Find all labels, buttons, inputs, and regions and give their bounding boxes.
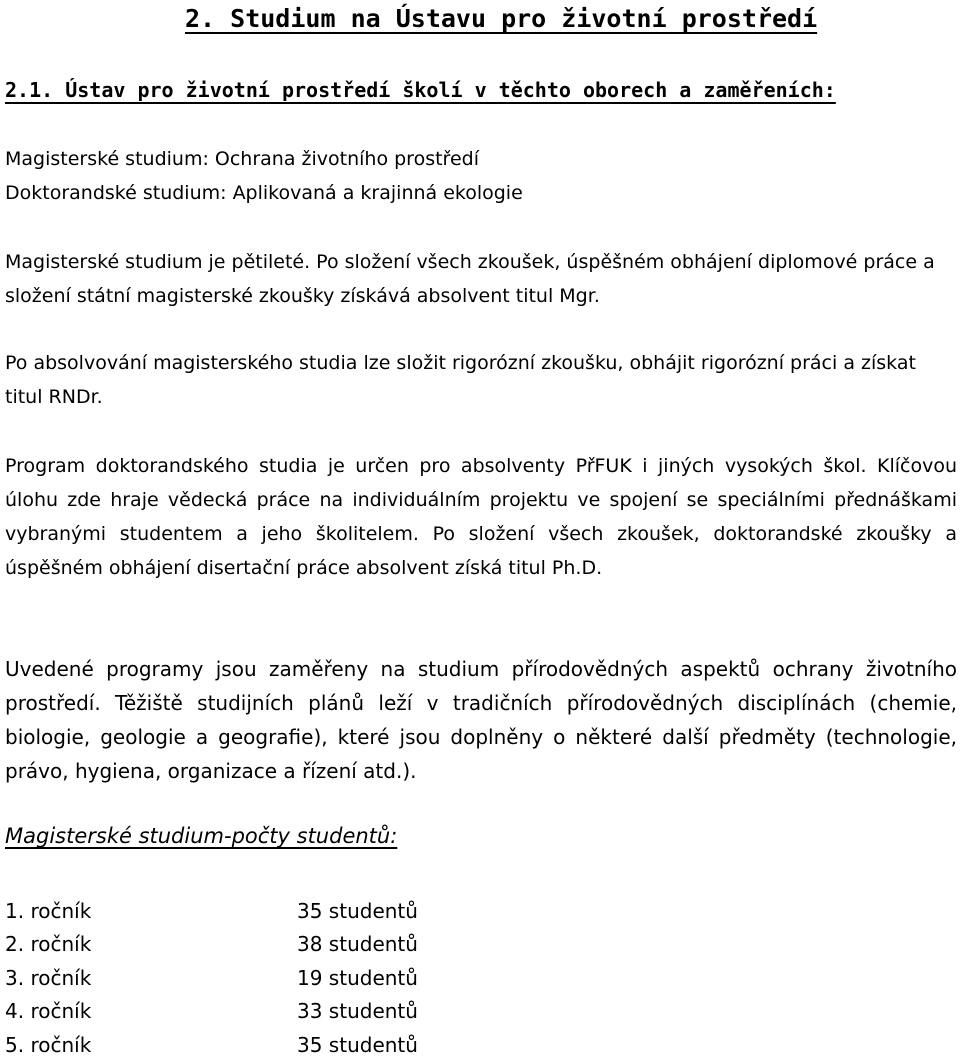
page-title: 2. Studium na Ústavu pro životní prostředí	[185, 4, 818, 33]
students-per-year-list	[5, 894, 505, 1062]
list-item	[5, 894, 505, 928]
section-subtitle: 2.1. Ústav pro životní prostředí školí v těchto oborech a zaměřeních:	[5, 78, 836, 102]
student-count: 19 studentů	[297, 965, 418, 990]
program-master: Magisterské studium: Ochrana životního prostředí	[5, 148, 479, 170]
list-item	[5, 995, 505, 1029]
paragraph-doctoral-study: Program doktorandského studia je určen pro absolventy PřFUK i jiných vysokých škol. Klíčovou úlohu zde hraje vědecká práce na individuálním projektu ve spojení se speciálními přednáškami vybranými studentem a jeho školitelem. Po složení všech zkoušek, doktorandské zkoušky a úspěšném obhájení disertační práce absolvent získá titul Ph.D.	[5, 455, 957, 579]
students-count-heading: Magisterské studium-počty studentů:	[5, 824, 398, 848]
year-label: 4. ročník	[5, 999, 92, 1024]
program-list	[5, 142, 957, 210]
student-count: 35 studentů	[297, 898, 418, 923]
year-label: 2. ročník	[5, 932, 92, 957]
paragraph-rigorous-exam: Po absolvování magisterského studia lze složit rigorózní zkoušku, obhájit rigorózní práci a získat titul RNDr.	[5, 352, 916, 408]
paragraph-program-focus: Uvedené programy jsou zaměřeny na studium přírodovědných aspektů ochrany životního prostředí. Těžiště studijních plánů leží v tradičních přírodovědných disciplínách (chemie, biologie, geologie a geografie), které jsou doplněny o některé další předměty (technologie, právo, hygiena, organizace a řízení atd.).	[5, 657, 957, 783]
year-label: 3. ročník	[5, 965, 92, 990]
year-label: 5. ročník	[5, 1032, 92, 1057]
list-item	[5, 961, 505, 995]
student-count: 35 studentů	[297, 1032, 418, 1057]
list-item	[5, 928, 505, 962]
list-item	[5, 1028, 505, 1062]
student-count: 38 studentů	[297, 932, 418, 957]
program-doctoral: Doktorandské studium: Aplikovaná a krajinná ekologie	[5, 182, 523, 204]
paragraph-master-study: Magisterské studium je pětileté. Po složení všech zkoušek, úspěšném obhájení diplomové práce a složení státní magisterské zkoušky získává absolvent titul Mgr.	[5, 251, 935, 307]
student-count: 33 studentů	[297, 999, 418, 1024]
year-label: 1. ročník	[5, 898, 92, 923]
